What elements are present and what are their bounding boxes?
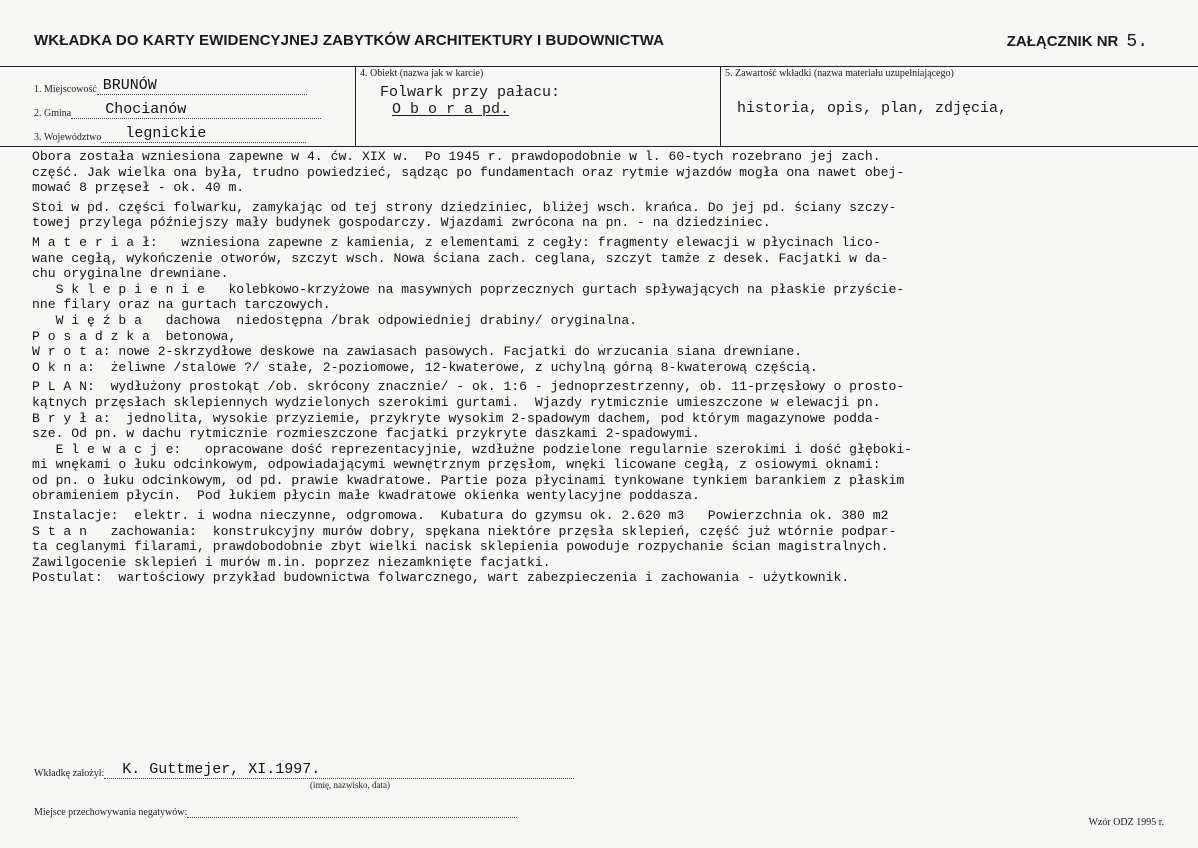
windows-line: O k n a: żeliwne /stalowe ?/ stałe, 2-poziomowe, 12-kwaterowe, z uchylną górną 8-kwaterową częścią. — [32, 359, 818, 375]
commune-value: Chocianów — [105, 101, 187, 118]
author-value: K. Guttmejer, XI.1997. — [122, 761, 321, 778]
text-line: Stoi w pd. części folwarku, zamykając od tej strony dziedziniec, bliżej wsch. krańca. Do jej pd. ściany szczy- — [32, 199, 897, 215]
material-section — [32, 235, 1192, 282]
massing-section — [32, 411, 1192, 442]
fields-divider — [0, 146, 1198, 147]
plan-section — [32, 379, 1192, 410]
annex-number-value: 5. — [1126, 32, 1148, 52]
gates-line: W r o t a: nowe 2-skrzydłowe deskowe na zawiasach pasowych. Facjatki do wrzucania siana drewniane. — [32, 344, 803, 360]
text-line: M a t e r i a ł: wzniesiona zapewne z kamienia, z elementami z cegły: fragmenty elewacji w płycinach lico- — [32, 234, 881, 250]
contents-label: 5. Zawartość wkładki (nazwa materiału uzupełniającego) — [725, 68, 954, 79]
text-line: obramieniem płycin. Pod łukiem płycin małe kwadratowe okienka wentylacyjne poddasza. — [32, 488, 700, 504]
elevation-section — [32, 442, 1192, 504]
history-section — [32, 149, 1192, 196]
province-field — [34, 124, 306, 143]
province-label: 3. Województwo — [34, 132, 102, 143]
commune-field — [34, 100, 321, 119]
text-line: sze. Od pn. w dachu rytmicznie rozmieszczone facjatki przykryte daszkami 2-spadowymi. — [32, 426, 700, 442]
text-line: E l e w a c j e: opracowane dość reprezentacyjnie, wzdłużne podzielone regularnie szerokimi i dość głęboki- — [32, 441, 913, 457]
description-body — [32, 149, 1192, 586]
vault-section — [32, 282, 1192, 313]
truss-line: W i ę ź b a dachowa niedostępna /brak odpowiedniej drabiny/ oryginalna. — [32, 312, 638, 328]
text-line: P L A N: wydłużony prostokąt /ob. skrócony znacznie/ - ok. 1:6 - jednoprzestrzenny, ob. 11-przęsłowy o prosto- — [32, 379, 905, 395]
form-title: WKŁADKA DO KARTY EWIDENCYJNEJ ZABYTKÓW ARCHITEKTURY I BUDOWNICTWA — [34, 32, 665, 49]
text-line: nne filary oraz na gurtach tarczowych. — [32, 297, 331, 313]
town-label: 1. Miejscowość — [34, 84, 97, 95]
town-field — [34, 76, 307, 95]
text-line: S k l e p i e n i e kolebkowo-krzyżowe na masywnych poprzecznych gurtach spływających na płaskie przyście- — [32, 281, 905, 297]
text-line: ta ceglanymi filarami, prawdobodobnie zbyt wielki nacisk sklepienia powoduje rozpychanie ścian magistralnych. — [32, 539, 889, 555]
box-divider-left — [355, 66, 356, 146]
floor-line: P o s a d z k a betonowa, — [32, 328, 237, 344]
text-line: kątnych przęsłach sklepiennych wydzielonych szerokimi gurtami. Wjazdy rytmicznie umieszczone w elewacji pn. — [32, 394, 881, 410]
author-label: Wkładkę założył: — [34, 768, 105, 779]
text-line: chu oryginalne drewniane. — [32, 266, 229, 282]
commune-label: 2. Gmina — [34, 108, 72, 119]
text-line: Obora została wzniesiona zapewne w 4. ćw. XIX w. Po 1945 r. prawdopodobnie w l. 60-tych rozebrano jej zach. — [32, 149, 881, 164]
condition-section — [32, 524, 1192, 571]
header-divider — [0, 66, 1198, 67]
annex-label: ZAŁĄCZNIK NR — [1006, 33, 1119, 50]
form-code: Wzór ODZ 1995 r. — [1088, 817, 1164, 828]
box-divider-right — [720, 66, 721, 146]
postulate-line: Postulat: wartościowy przykład budownictwa folwarcznego, wart zabezpieczenia i zachowania - użytkownik. — [32, 570, 850, 586]
author-hint: (imię, nazwisko, data) — [310, 780, 390, 790]
province-value: legnickie — [125, 125, 207, 142]
text-line: B r y ł a: jednolita, wysokie przyziemie, przykryte wysokim 2-spadowym dachem, pod którym magazynowe podda- — [32, 410, 881, 426]
negatives-field — [34, 803, 517, 818]
author-field — [34, 756, 574, 779]
location-section — [32, 200, 1192, 231]
object-line-1: Folwark przy pałacu: — [380, 84, 561, 101]
object-line-2: O b o r a pd. — [392, 101, 510, 118]
contents-value: historia, opis, plan, zdjęcia, — [737, 100, 1008, 117]
text-line: część. Jak wielka ona była, trudno powiedzieć, sądząc po fundamentach oraz rytmie wjazdów mogła ona nawet obej- — [32, 164, 905, 180]
text-line: od pn. o łuku odcinkowym, od pd. prawie kwadratowe. Partie poza płycinami tynkowane tynkiem barankiem z płaskim — [32, 472, 905, 488]
object-label: 4. Obiekt (nazwa jak w karcie) — [360, 68, 484, 79]
annex-number — [1007, 32, 1148, 52]
text-line: mować 8 przęseł - ok. 40 m. — [32, 180, 245, 196]
text-line: Zawilgocenie sklepień i murów m.in. poprzez niezamknięte facjatki. — [32, 554, 551, 570]
text-line: mi wnękami o łuku odcinkowym, odpowiadającymi wewnętrznym przęsłom, wnęki licowane cegłą, z osiowymi oknami: — [32, 457, 881, 473]
text-line: towej przylega późniejszy mały budynek gospodarczy. Wjazdami zwrócona na pn. - na dziedziniec. — [32, 215, 771, 231]
negatives-label: Miejsce przechowywania negatywów: — [34, 807, 188, 818]
text-line: S t a n zachowania: konstrukcyjny murów dobry, spękana niektóre przęsła sklepień, część już wtórnie podpar- — [32, 523, 897, 539]
text-line: wane cegłą, wykończenie otworów, szczyt wsch. Nowa ściana zach. ceglana, szczyt tamże z desek. Facjatki w da- — [32, 250, 889, 266]
installations-line: Instalacje: elektr. i wodna nieczynne, odgromowa. Kubatura do gzymsu ok. 2.620 m3 Powierzchnia ok. 380 m2 — [32, 508, 889, 524]
town-value: BRUNÓW — [102, 77, 157, 94]
